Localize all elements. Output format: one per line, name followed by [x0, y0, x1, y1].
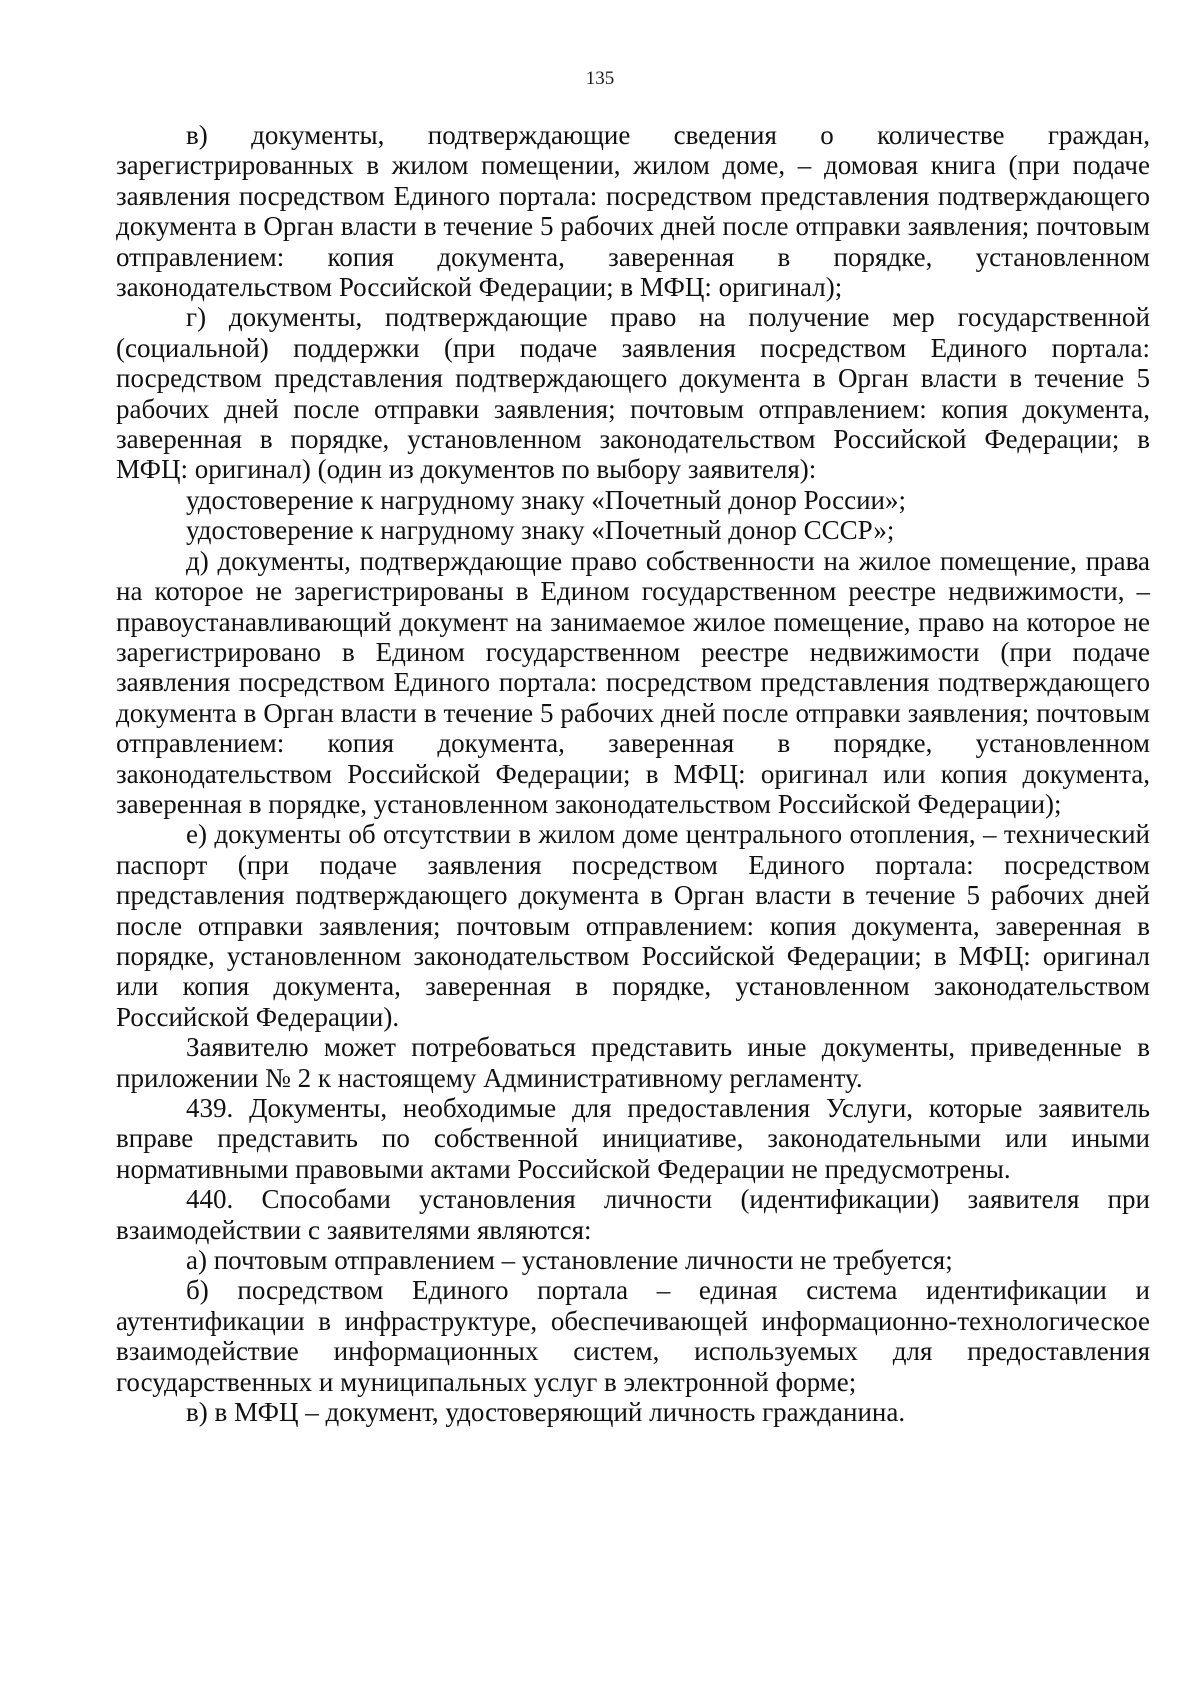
paragraph-other-documents: Заявителю может потребоваться представить иные документы, приведенные в приложении № 2 к настоящему Административному регламенту.: [116, 1032, 1150, 1093]
paragraph-donor-russia-certificate: удостоверение к нагрудному знаку «Почетный донор России»;: [186, 484, 907, 515]
document-body: [116, 120, 1150, 1427]
paragraph-440: 440. Способами установления личности (идентификации) заявителя при взаимодействии с заявителями являются:: [116, 1184, 1150, 1245]
paragraph-v-household-documents: в) документы, подтверждающие сведения о количестве граждан, зарегистрированных в жилом помещении, жилом доме, – домовая книга (при подаче заявления посредством Единого портала: посредством представления подтверждающего документа в Орган власти в течение 5 рабочих дней после отправки заявления; почтовым отправлением: копия документа, заверенная в порядке, установленном законодательством Российской Федерации; в МФЦ: оригинал);: [116, 120, 1150, 303]
paragraph-g-social-support-documents: г) документы, подтверждающие право на получение мер государственной (социальной) поддержки (при подаче заявления посредством Единого портала: посредством представления подтверждающего документа в Орган власти в течение 5 рабочих дней после отправки заявления; почтовым отправлением: копия документа, заверенная в порядке, установленном законодательством Российской Федерации; в МФЦ: оригинал) (один из документов по выбору заявителя):: [116, 302, 1150, 485]
paragraph-439: 439. Документы, необходимые для предоставления Услуги, которые заявитель вправе представить по собственной инициативе, законодательными или иными нормативными правовыми актами Российской Федерации не предусмотрены.: [116, 1093, 1150, 1184]
paragraph-donor-ussr-certificate: удостоверение к нагрудному знаку «Почетный донор СССР»;: [186, 515, 895, 546]
paragraph-e-heating-documents: е) документы об отсутствии в жилом доме центрального отопления, – технический паспорт (при подаче заявления посредством Единого портала: посредством представления подтверждающего документа в Орган власти в течение 5 рабочих дней после отправки заявления; почтовым отправлением: копия документа, заверенная в порядке, установленном законодательством Российской Федерации; в МФЦ: оригинал или копия документа, заверенная в порядке, установленном законодательством Российской Федерации).: [116, 819, 1150, 1032]
paragraph-440-b: б) посредством Единого портала – единая система идентификации и аутентификации в инфраструктуре, обеспечивающей информационно-технологическое взаимодействие информационных систем, используемых для предоставления государственных и муниципальных услуг в электронной форме;: [116, 1275, 1150, 1397]
paragraph-440-v: в) в МФЦ – документ, удостоверяющий личность гражданина.: [186, 1397, 906, 1428]
paragraph-d-ownership-documents: д) документы, подтверждающие право собственности на жилое помещение, права на которое не зарегистрированы в Едином государственном реестре недвижимости, – правоустанавливающий документ на занимаемое жилое помещение, право на которое не зарегистрировано в Едином государственном реестре недвижимости (при подаче заявления посредством Единого портала: посредством представления подтверждающего документа в Орган власти в течение 5 рабочих дней после отправки заявления; почтовым отправлением: копия документа, заверенная в порядке, установленном законодательством Российской Федерации; в МФЦ: оригинал или копия документа, заверенная в порядке, установленном законодательством Российской Федерации);: [116, 545, 1150, 819]
page-number: 135: [585, 68, 615, 89]
paragraph-440-a: а) почтовым отправлением – установление личности не требуется;: [186, 1245, 953, 1276]
